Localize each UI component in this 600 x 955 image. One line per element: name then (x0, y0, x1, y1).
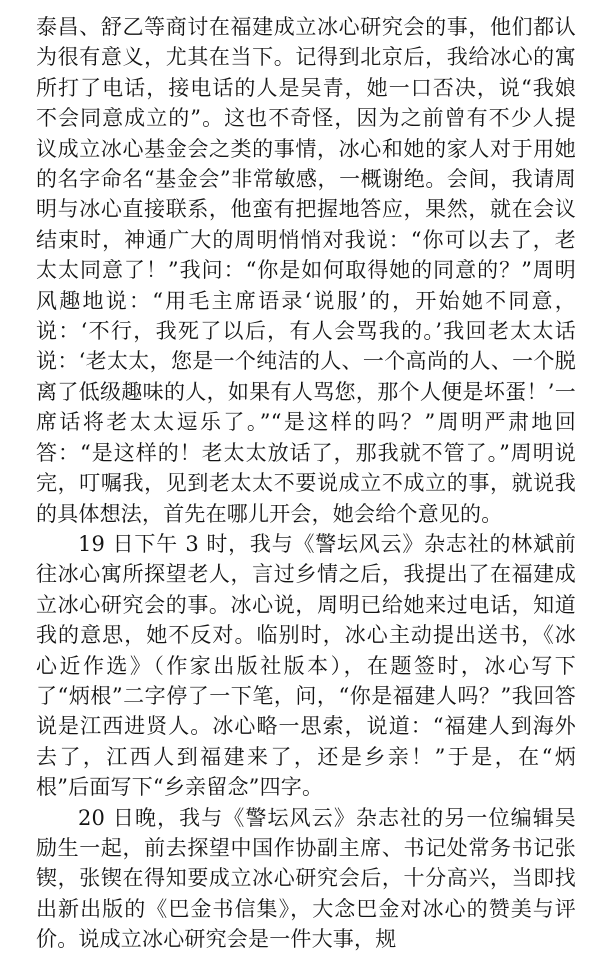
paragraph-1: 泰昌、舒乙等商讨在福建成立冰心研究会的事，他们都认为很有意义，尤其在当下。记得到北京后，我给冰心的寓所打了电话，接电话的人是吴青，她一口否决，说“我娘不会同意成立的”。这也不奇怪，因为之前曾有不少人提议成立冰心基金会之类的事情，冰心和她的家人对于用她的名字命名“基金会”非常敏感，一概谢绝。会间，我请周明与冰心直接联系，他蛮有把握地答应，果然，就在会议结束时，神通广大的周明悄悄对我说：“你可以去了，老太太同意了！”我问：“你是如何取得她的同意的？”周明风趣地说：“用毛主席语录‘说服’的，开始她不同意，说：‘不行，我死了以后，有人会骂我的。’我回老太太话说：‘老太太，您是一个纯洁的人、一个高尚的人、一个脱离了低级趣味的人，如果有人骂您，那个人便是坏蛋！’一席话将老太太逗乐了。”“是这样的吗？”周明严肃地回答：“是这样的！老太太放话了，那我就不管了。”周明说完，叮嘱我，见到老太太不要说成立不成立的事，就说我的具体想法，首先在哪儿开会，她会给个意见的。 (36, 15, 576, 526)
paragraph-2: 19 日下午 3 时，我与《警坛风云》杂志社的林斌前往冰心寓所探望老人，言过乡情之后，我提出了在福建成立冰心研究会的事。冰心说，周明已给她来过电话，知道我的意思，她不反对。临别时，冰心主动提出送书，《冰心近作选》（作家出版社版本），在题签时，冰心写下了“炳根”二字停了一下笔，问，“你是福建人吗？”我回答说是江西进贤人。冰心略一思索，说道：“福建人到海外去了，江西人到福建来了，还是乡亲！”于是，在“炳根”后面写下“乡亲留念”四字。 (36, 531, 576, 800)
document-page (36, 12, 576, 955)
paragraph-3: 20 日晚，我与《警坛风云》杂志社的另一位编辑吴励生一起，前去探望中国作协副主席、书记处常务书记张锲，张锲在得知要成立冰心研究会后，十分高兴，当即找出新出版的《巴金书信集》，大念巴金对冰心的赞美与评价。说成立冰心研究会是一件大事，规 (36, 805, 576, 952)
